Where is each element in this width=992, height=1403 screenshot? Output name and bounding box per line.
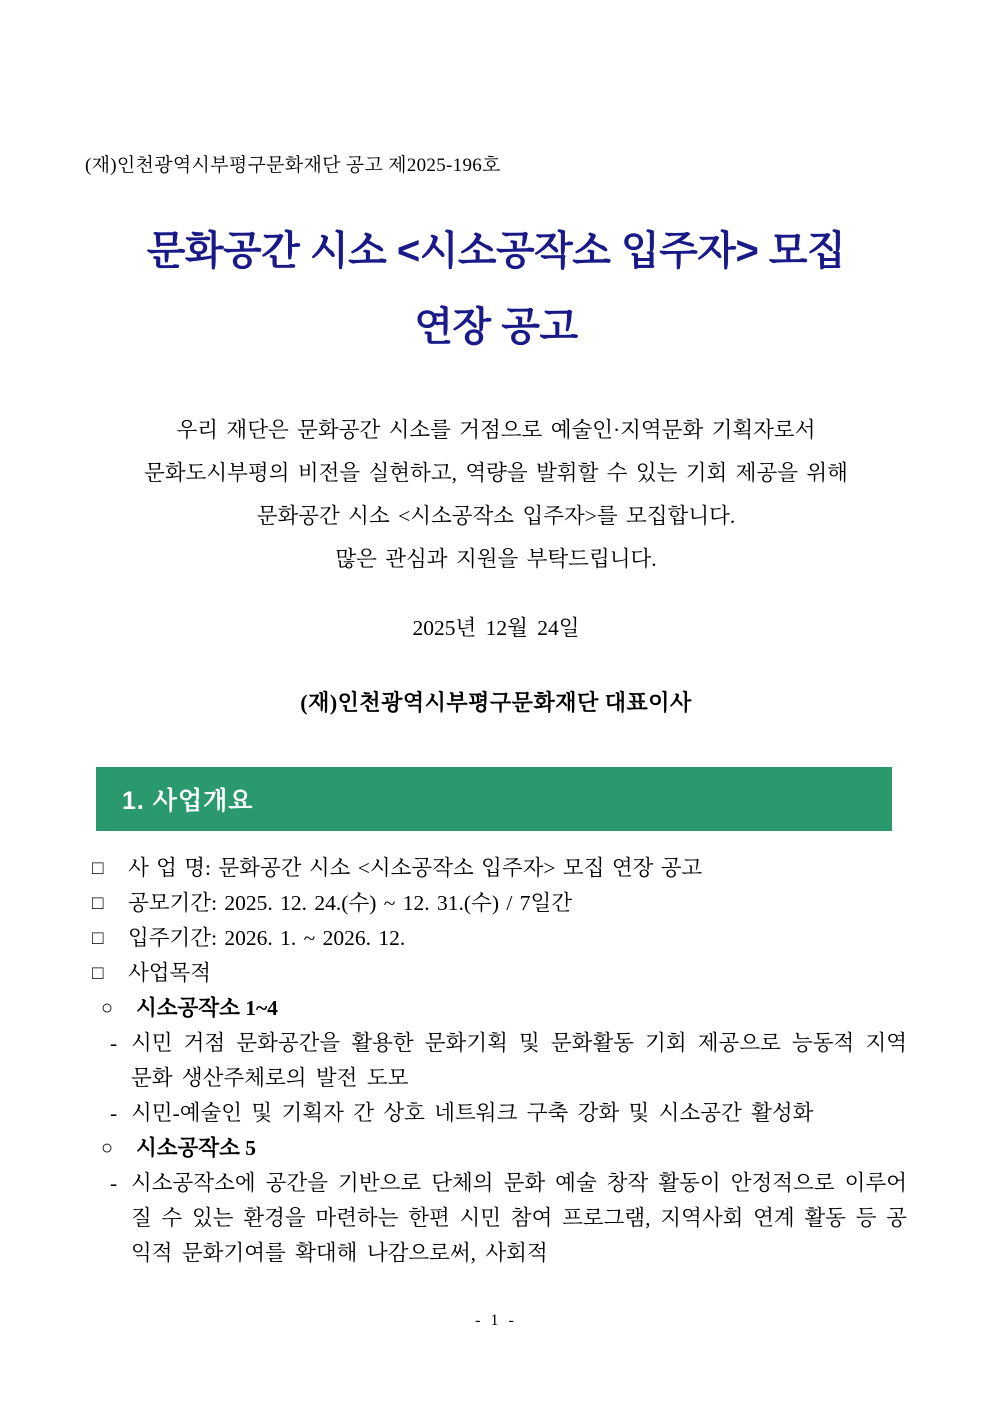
list-item [85,886,907,921]
document-title-line-2: 연장 공고 [414,305,578,349]
square-bullet-icon: □ [92,963,104,984]
intro-line: 많은 관심과 지원을 부탁드립니다. [335,547,657,571]
dash-bullet-icon: - [110,1171,118,1195]
list-item-text: 입주기간: 2026. 1. ~ 2026. 12. [128,926,406,950]
circle-bullet-icon: ○ [101,997,114,1019]
list-item [85,956,907,991]
list-item [110,1096,907,1131]
issuer-signature: (재)인천광역시부평구문화재단 대표이사 [300,690,692,715]
square-bullet-icon: □ [92,928,104,949]
list-item-text: 시소공작소 1~4 [136,996,278,1020]
list-item-text: 시민-예술인 및 기획자 간 상호 네트워크 구축 강화 및 시소공간 활성화 [131,1101,814,1125]
dash-bullet-icon: - [110,1101,118,1125]
intro-line: 문화공간 시소 <시소공작소 입주자>를 모집합니다. [256,504,736,528]
section-1-banner [96,767,892,831]
dash-bullet-icon: - [110,1031,118,1055]
list-item [85,851,907,886]
list-item-text: 시소공작소 5 [136,1136,256,1160]
section-1-heading: 1. 사업개요 [122,787,254,815]
list-item [101,991,907,1026]
intro-paragraph [85,409,907,581]
document-title-line-1: 문화공간 시소 <시소공작소 입주자> 모집 [146,229,846,273]
list-item-text: 시민 거점 문화공간을 활용한 문화기획 및 문화활동 기회 제공으로 능동적 지역문화 생산주체로의 발전 도모 [131,1031,907,1090]
intro-line: 우리 재단은 문화공간 시소를 거점으로 예술인·지역문화 기획자로서 [176,418,816,442]
overview-list [85,851,907,1271]
document-number: (재)인천광역시부평구문화재단 공고 제2025-196호 [85,155,501,176]
list-item [110,1026,907,1096]
square-bullet-icon: □ [92,893,104,914]
list-item-text: 시소공작소에 공간을 기반으로 단체의 문화 예술 창작 활동이 안정적으로 이루어질 수 있는 환경을 마련하는 한편 시민 참여 프로그램, 지역사회 연계 활동 등 공익적 문화기여를 확대해 나감으로써, 사회적 [131,1171,907,1265]
square-bullet-icon: □ [92,858,104,879]
footer-page-number: - 1 - [475,1312,517,1329]
list-item-text: 공모기간: 2025. 12. 24.(수) ~ 12. 31.(수) / 7일간 [128,891,572,915]
list-item [101,1131,907,1166]
announcement-date: 2025년 12월 24일 [412,616,580,640]
circle-bullet-icon: ○ [101,1137,114,1159]
page-content [85,0,907,1271]
list-item-text: 사 업 명: 문화공간 시소 <시소공작소 입주자> 모집 연장 공고 [128,856,703,880]
document-title [85,213,907,365]
list-item [110,1166,907,1271]
list-item [85,921,907,956]
list-item-text: 사업목적 [128,961,212,985]
intro-line: 문화도시부평의 비전을 실현하고, 역량을 발휘할 수 있는 기회 제공을 위해 [144,461,848,485]
